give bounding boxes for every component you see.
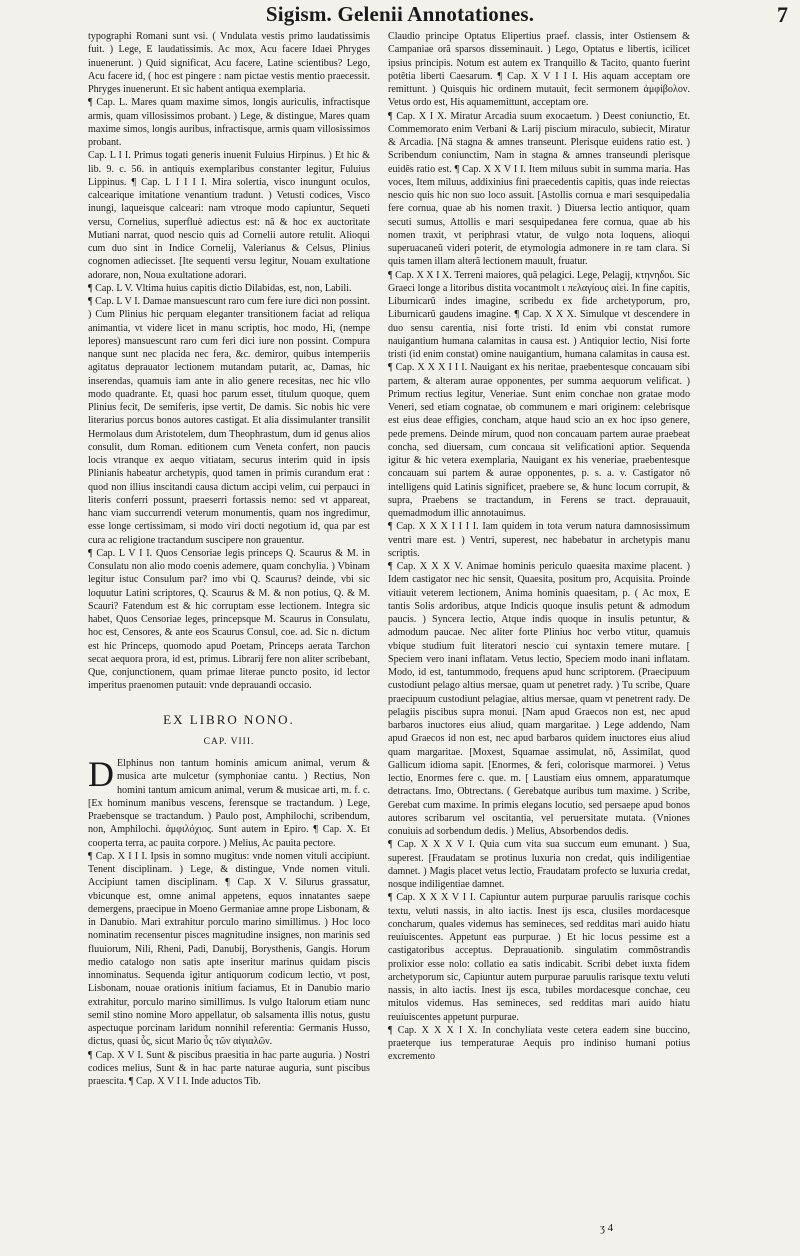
paragraph: ¶ Cap. L V I. Damae mansuescunt raro cum fere iure dici non possint. ) Cum Plinius hic perquam eleganter transitionem faciat ad reliqua animantia, vt videre licet in manu scriptis, hoc modo, Hi, (nempe lepores) mansuescunt raro cum feri dici iure non possint. Compura nanque sunt nec placida nec fera, &c. demiror, quibus intemperiis agitatus deprauator lectionem mutandam putarit, ac, Damas, hic inserendas, quamuis iam ante in alio genere recesitas, nec hic vllo modo quadrante. Et, quasi hoc parum esset, titulum quoque, quem Plinius fecit, De semiferis, ipse vertit, De damis. Sic nobis hic vere literarius porcus bonos autores castigat. Et alia dissimulanter transilit Hermolaus dum Aristotelem, dum Theophrastum, dum id genus alios consulit, dum Roman. editionem cum Veneta confert, non paucis locis vtranque ex aequo vitiatam, securus interim quid in ipsis Plinianis habeatur archetypis, quod tamen in primis curandum erat : quod non illius inscitandi causa dictum accipi velim, cui perpauci in literis conferri possunt, praeserri fortassis nemo: sed vt appareat, hanc viam succurrendi veterum monumentis, quam nos ingredimur, esse longe certissimam, si modo viri docti negotium id, qua par est cura ac religione tractandum suscipere non grauentur.	[88, 296, 370, 546]
paragraph: ¶ Cap. L V I I. Quos Censoriae legis princeps Q. Scaurus & M. in Consulatu non alio modo coenis ademere, quam conchylia. ) Vbinam legitur istuc Consulum par? imo vbi Q. Scaurus? deinde, vbi sic loquutur Latini scriptores, Q. Scaurus & M. & non potius, Q. & M. Scauri? Fatendum est & hic corruptam esse lectionem. Integra sic habet, Quos Censoriae leges, princepsque M. Scaurus in Consulatu, hoc est, Censores, & ante eos Scaurus Consul, coe. ad. Sic n. dictum est hic Princeps, quomodo apud Poetam, Princeps aerata Tarchon secat aequora prora, id est, primus. Librarij fere non aliter scribebant, Que, conjunctionem, quam primae literae puncto posito, id lector imperitus praenomen putauit: vnde deprauandi occasio.	[88, 547, 370, 692]
book-heading: EX LIBRO NONO.	[163, 711, 295, 727]
paragraph: ¶ Cap. X X X I X. In conchyliata veste cetera eadem sine buccino, praeterque ius temperaturae Aequis pro indiniso humani potius excremento	[388, 1024, 690, 1063]
paragraph: ¶ Cap. X X X V. Animae hominis periculo quaesita maxime placent. ) Idem castigator nec hic sensit, Quaesita, positum pro, Acquisita. Proinde vitiauit veterem lectionem, Anima hominis quaesitam, p. ( Ac mox, E tantis Solis ardoribus, atque Indicis quoque insulis petunt & admodum paucis. ) Syncera lectio, Atque indis quoque in insulis petuntur, & admodum paucae. Nec aliter forte Plinius hoc verbo vtitur, quamuis vbique studium fuit literatori nescio cui syntaxin temere mutare. [ Speciem vero inani inflatam. Vetus lectio, Speciem modo inani inflatam. Modo, id est, tantummodo, frequens apud hunc scriptorem. (Praecipuum custodiunt pelago altius mersae, quam ut penetret rady. ) Tu scribe, Quare praecipuum custodiunt pelagiae, altius mersae, quam vt penetrent rady. De pelagiis piscibus supra monui. [Nam apud Graecos non est, nec apud barbaros inuctores eius aliud, quam margaritae. ) Lege addendo, Nam apud Graecos id non est, nec apud barbaros quidem inuctores eius aliud quam margaritae. [Moxest, Squamae assimulat, nõ, Assimilat, quod Gallicum idioma sapit. [Enormes, & feri, colorisque marmorei. ) Vetus lectio, Enormes fere c. que. m. [ Laustiam eius omnem, apparatumque detractans. Imo, Obtrectans. ( Gerebatque auribus tum maxime. ) Scribe, Gerebat cum maxime. In primis elegans locutio, sed persaepe apud bonos autores scribarum vel oscitantia, vel peruersitate mutata. (Vniones conuiuis ad sorbendum dedis. ) Melius, Absorbendos dedis.	[388, 561, 690, 837]
drop-cap: D	[88, 754, 114, 794]
paragraph: D Elphinus non tantum hominis amicum animal, verum & musica arte mulcetur (symphoniae cantu. ) Rectius, Non homini tantum amicum animal, verum & musicae arti, m. f. c. [Ex hominum manibus vescens, ferensque se tractandum. ) Lege, Praebensque se tractandum. ) Paulo post, Amphilochi, scribendum, non, Amphilochi. ἀμφιλόχιος. Sunt autem in Epiro. ¶ Cap. X. Et cooperta terra, ac pauita corpore. ) Melius, Ac pauita pectore.	[88, 754, 370, 849]
paragraph: ¶ Cap. L V. Vltima huius capitis dictio Dilabidas, est, non, Labili.	[88, 282, 352, 294]
paragraph: Claudio principe Optatus Elipertius praef. classis, inter Ostiensem & Campaniae orã sparsos disseminauit. ) Lego, Optatus e libertis, icilicet ipsius principis. Notum est autem ex Tranquillo & Tacito, quanto fuerint potẽtia liberti Caesarum. ¶ Cap. X V I I I. His aquam acceptam ore remittunt. ) Quisquis hic ordinem mutauit, fecit sermonem ἀμφίβολον. Vetus ordo est, His aquamemittunt, acceptam ore.	[388, 31, 690, 109]
running-header	[0, 2, 800, 26]
paragraph: ¶ Cap. X X I X. Terreni maiores, quã pelagici. Lege, Pelagij, κτηνηδοι. Sic Graeci longe a litoribus distita vocantmolt ι πελαγίους αἰεὶ. In fine capitis, Liburnicarũ indes imagine, scribedu ex fide archetyporum, pro, Liburnicarũ gaudens imagine. ¶ Cap. X X X. Simulque vt descendere in duo sensu carentia, nisi forte tristi. Id enim vbi constat rumore nauigantium humana calamitas in causa est. ) Antiquior lectio, Nisi forte tristi (id enim constat) omine nauigantium, humana calamitas in causa est. ¶ Cap. X X X I I I. Nauigant ex his neritae, praebentesque concauam sibi partem, & alteram aurae opponentes, per summa aequorum velificat. ) Primum rectius legitur, Veneriae. Sunt enim conchae non gratae modo Veneri, sed etiam cognatae, ob communem e mari originem: celebrisque est eius deae effigies, concham, atque haud scio an ex hoc ipso genere, pede premens. Deinde mirum, quod non concauam partem aurae praebeat concha, sed diuersam, cum concaua sit velificationi aptior. Sequenda igitur & hic vetera exemplaria, Nauigant ex his veneriae, praebentesque concauam sui partem & aurae opponentes, p. s. a. v. Castigator nõ intelligens quid Latinis significet, praebere se, & hunc locum corrupit, & supra, Praebens se tractandum, in Ferens se tract. deprauauit, quemadmodum illic annotauimus.	[388, 269, 690, 519]
paragraph: ¶ Cap. X V I. Sunt & piscibus praesitia in hac parte auguria. ) Nostri codices melius, Sunt & in hac parte naturae auguria, sunt piscibus praescita. ¶ Cap. X V I I. Inde aductos Tib.	[88, 1049, 370, 1087]
running-title: Sigism. Gelenii Annotationes.	[265, 2, 535, 26]
paragraph: ¶ Cap. X I X. Miratur Arcadia suum exocaetum. ) Deest coniunctio, Et. Commemorato enim Verbani & Larij piscium miraculo, subiecit, Miratur & Arcadia. [Nã stagna & amnes transeunt. Plerisque euidens ratio est. ) Scribendum coniunctim, Nam in stagna & amnes transeundi plerisque euidẽs ratio est. ¶ Cap. X X V I I. Item miluus subit in summa maria. Has voces, Item miluus, addixinius fini praecedentis capitis, quas inde reiectas nescio quis hic non suo loco assuit. [Astollis cornua e mari sesquipedalia fere cornua, quae ab his nomen traxit. ) Diuersa lectio antiquor, quam secuti sumus, Attollis e mari sesquipedanea fere cornua, quae ab his nomen traxit, vt periphrasi vtatur, de vulgo nota loquens, alioqui superuacaneũ videri poterit, de etymologia admonere in re tam clara. Si quis tamen illam alterã lectionem mauult, fruatur.	[388, 110, 690, 268]
right-column	[388, 30, 690, 1230]
left-column	[88, 30, 370, 1230]
paragraph: Cap. L I I. Primus togati generis inuenit Fuluius Hirpinus. ) Et hic & lib. 9. c. 56. in antiquis exemplaribus constanter legitur, Fuluius Lippinus. ¶ Cap. L I I I I. Mira solertia, visco inungunt oculos, calcearique imitatione venantium tradunt. ) Vetusti codices, Visco inungi, laqueisque calceari: nam vtroque modo capiuntur, Sequeti versu, Cornelius, superfluè adiectus est: nã & hoc ex auctoritate Mutiani narrat, quod nescio quis ad Cornelii autore retulit. Alioqui cum duo sint in Indice Cornelij, Valerianus & Celsus, Plinius cognomen adiecisset. [Ite sequenti versu legitur, Nouam exultatione adorare, non, Noua exultatione adorari.	[88, 150, 370, 281]
paragraph: ¶ Cap. X I I I. Ipsis in somno mugitus: vnde nomen vituli accipiunt. Tenent disciplinam. ) Lege, & distingue, Vnde nomen vituli. Accipiunt tamen disciplinam. ¶ Cap. X V. Silurus grassatur, vbicunque est, omne animal appetens, equos innatantes saepe demergens, praecipue in Moeno Germaniae amne prope Lisbonam, & in Danubio. Mari extrahitur porculo marino simillimus. ) Hoc loco nominatim recensentur pisces magnitudine insignes, non marinis sed fluuiorum, Nili, Rheni, Padi, Danubij, Borysthenis, Gangis. Horum medio catalogo non satis apte inseritur marinus quidam piscis innominatus. Sequenda igitur antiquorum codicum lectio, vt post, Lisbonam, nouae orationis initium faciamus, Et in Danubio mario extrahitur, porculo marino simillimus. Is vulgo Italorum etiam nunc semil stino nomine Moro appellatur, ob salsamenta illis notus, gustu aspectuque porcinam laridum nonnihil referentia: Germanis Husso, dictus, quasi ὗς, sicut Mario ὗς τῶν αἰγιαλῶν.	[88, 850, 370, 1048]
paragraph: ¶ Cap. X X X I I I I. Iam quidem in tota verum natura damnosissimum ventri mare est. ) Ventri, superest, nec habebatur in archetypis manu scriptis.	[388, 521, 690, 559]
chapter-heading: CAP. VIII.	[203, 736, 255, 747]
page-number: 7	[777, 2, 788, 27]
signature-mark: ʒ 4	[600, 1222, 614, 1234]
paragraph: ¶ Cap. X X X V I. Quia cum vita sua succum eum emunant. ) Sua, superest. [Fraudatam se protinus luxuria non credat, quis indiligentiae damnet. ) Magis placet vetus lectio, Fraudatam profecto se luxuria credat, nosque indiligentiae damnet.	[388, 839, 690, 890]
paragraph: ¶ Cap. L. Mares quam maxime simos, longis auriculis, infractisque armis, quam villosissimos probant. ) Lege, & distingue, Mares quam maxime simos, longis auribus, infractisque, armis quam villosissimos probant.	[88, 97, 370, 148]
paragraph: typographi Romani sunt vsi. ( Vndulata vestis primo laudatissimis fuit. ) Lege, E laudatissimis. Ac mox, Acu facere Idaei Phryges inuenerunt. ) Quid significat, Acu facere, Latine scientibus? Lego, Acu facere id, ( hoc est pingere : nam pictae vestis mentio praecessit. Phryges inuenerunt. Et sic habent antiqua exemplaria.	[88, 31, 370, 95]
paragraph: ¶ Cap. X X X V I I. Capiuntur autem purpurae paruulis rarisque cochis textu, veluti nassis, in alto iactis. Inest ijs esca, clusiles mordacesque concharum, quales videmus has semineces, sed redditas mari auido hiatu reuiuiscentes. Appetunt eas purpurae. ) Et hic locus pessime est a castigatoribus acceptus. Deprauationib. singulatim commõstrandis prolixior esse nolo: collatio ea satis indicabit. Scribi debet iuxta fidem archetyporum sic, Capiuntur autem purpurae paruulis rarisque textu veluti nassis, in alto iactis. Inest ijs esca, tubiles mordacesque conchae, ceu mitulos videmus. Has semineces, sed redditas mari auido hiatu reuiuiscentes appetunt purpurae.	[388, 892, 690, 1023]
